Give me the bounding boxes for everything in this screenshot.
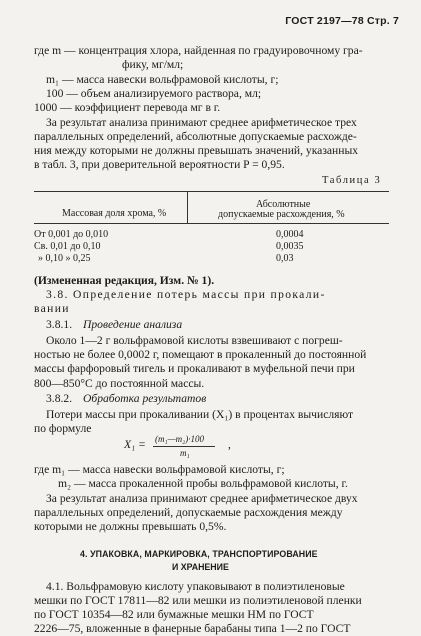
table-cell-value: 0,03 xyxy=(276,253,294,264)
text-line: параллельных определений, абсолютные допускаемые расхожде- xyxy=(34,130,357,143)
text-line: m₂ — масса прокаленной пробы вольфрамовой кислоты, г. xyxy=(58,477,348,490)
section-heading: 4. УПАКОВКА, МАРКИРОВКА, ТРАНСПОРТИРОВАНИЕ xyxy=(80,549,318,559)
text-line: параллельных определений, допускаемые расхождения между xyxy=(34,506,343,519)
subsection-number: 3.8.2. xyxy=(46,392,73,405)
text-line: в табл. 3, при доверительной вероятности P = 0,95. xyxy=(34,158,285,171)
text-line: m₁ — масса навески вольфрамовой кислоты, г; xyxy=(46,73,279,86)
subsection-title: Проведение анализа xyxy=(83,318,183,331)
formula-numerator: (m₁—m₂)·100 xyxy=(155,434,205,444)
text-line: мешки по ГОСТ 17811—82 или мешки из полиэтиленовой пленки xyxy=(34,594,362,607)
table-cell-range: » 0,10 » 0,25 xyxy=(38,253,91,264)
text-line: 2226—75, вложенные в фанерные барабаны типа 1—2 по ГОСТ xyxy=(34,622,351,635)
text-line: где m₁ — масса навески вольфрамовой кислоты, г; xyxy=(34,463,285,476)
text-line: ния между которыми не должны превышать значений, указанных xyxy=(34,144,359,157)
text-line: где m — концентрация хлора, найденная по градуировочному гра- xyxy=(34,44,363,57)
text-line: 4.1. Вольфрамовую кислоту упаковывают в полиэтиленовые xyxy=(46,580,345,593)
text-line: 100 — объем анализируемого раствора, мл; xyxy=(46,87,262,100)
table-top-rule xyxy=(34,191,389,192)
formula-lhs: X₁ = xyxy=(124,438,146,451)
section-heading-cont: вании xyxy=(34,302,70,315)
text-line: 800—850°C до постоянной массы. xyxy=(34,377,205,390)
text-line: 1000 — коэффициент перевода мг в г. xyxy=(34,101,221,114)
formula-denominator: m₁ xyxy=(180,448,190,458)
table-col2-header-line2: допускаемые расхождения, % xyxy=(218,209,345,220)
section-heading: 3.8. Определение потерь массы при прокали- xyxy=(46,288,326,301)
text-line: массы фарфоровый тигель и прокаливают в муфельной печи при xyxy=(34,362,355,375)
formula-fraction-bar xyxy=(153,446,215,447)
revision-note: (Измененная редакция, Изм. № 1). xyxy=(34,274,215,287)
text-line: по ГОСТ 10354—82 или бумажные мешки НМ по ГОСТ xyxy=(34,608,314,621)
section-heading-cont: И ХРАНЕНИЕ xyxy=(172,562,229,572)
text-line: которыми не должны превышать 0,5%. xyxy=(34,520,227,533)
table-cell-range: Св. 0,01 до 0,10 xyxy=(34,241,101,252)
table-column-divider xyxy=(187,191,188,223)
text-line: по формуле xyxy=(34,422,92,435)
table-col1-header: Массовая доля хрома, % xyxy=(62,208,167,219)
text-line: Около 1—2 г вольфрамовой кислоты взвешивают с погреш- xyxy=(46,334,343,347)
text-line: фику, мг/мл; xyxy=(122,58,184,71)
text-line: За результат анализа принимают среднее арифметическое двух xyxy=(46,492,358,505)
table-cell-value: 0,0035 xyxy=(276,241,304,252)
formula-comma: , xyxy=(228,438,231,451)
text-line: ностью не более 0,0002 г, помещают в прокаленный до постоянной xyxy=(34,348,367,361)
subsection-title: Обработка результатов xyxy=(83,392,207,405)
text-line: За результат анализа принимают среднее арифметическое трех xyxy=(46,116,357,129)
subsection-number: 3.8.1. xyxy=(46,318,73,331)
page-header: ГОСТ 2197—78 Стр. 7 xyxy=(285,15,399,27)
table-col2-header-line1: Абсолютные xyxy=(256,199,311,210)
table-title: Таблица 3 xyxy=(322,175,382,186)
table-header-rule xyxy=(34,223,389,224)
table-cell-range: От 0,001 до 0,010 xyxy=(34,229,109,240)
table-cell-value: 0,0004 xyxy=(276,229,304,240)
text-line: Потери массы при прокаливании (X₁) в процентах вычисляют xyxy=(46,408,354,421)
